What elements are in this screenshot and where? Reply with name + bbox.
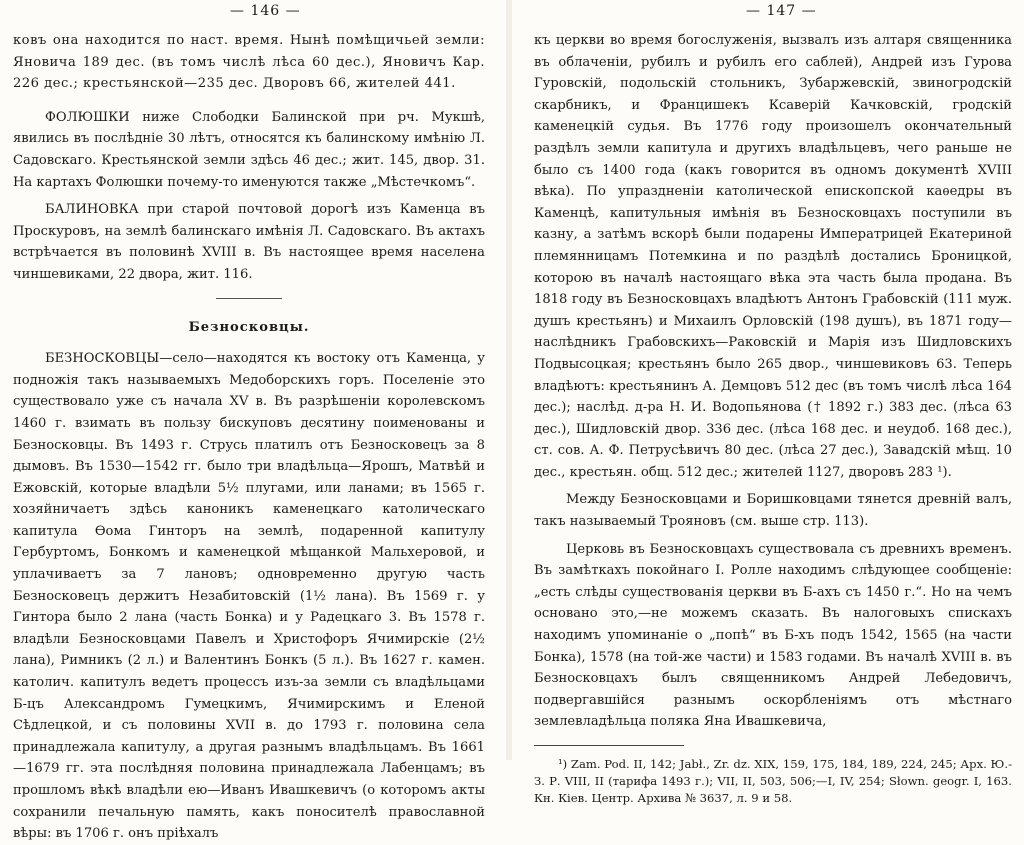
- paragraph: Между Безносковцами и Боришковцами тянется древній валъ, такъ называемый Трояновъ (см. выше стр. 113).: [534, 492, 1012, 530]
- right-page-text: [534, 30, 1012, 807]
- left-page-text: [13, 30, 485, 845]
- paragraph: ковъ она находится по наст. время. Нынѣ помѣщичьей земли: Яновича 189 дес. (въ томъ числѣ лѣса 60 дес.), Яновичъ Кар. 226 дес.; крестьянской—235 дес. Дворовъ 66, жителей 441.: [13, 33, 485, 92]
- paragraph: ФОЛЮШКИ ниже Слободки Балинской при рч. Мукшѣ, явились въ послѣдніе 30 лѣтъ, относятся къ балинскому имѣнію Л. Садовскаго. Крестьянской земли здѣсь 46 дес.; жит. 145, двор. 31. На картахъ Фолюшки почему-то именуются также „Мѣстечкомъ“.: [13, 109, 485, 190]
- paragraph: Церковь въ Безносковцахъ существовала съ древнихъ временъ. Въ замѣткахъ покойнаго І. Ролле находимъ слѣдующее сообщеніе: „есть слѣды существованія церкви въ Б-ахъ съ 1450 г.“. Но на чемъ основано это,—не можемъ сказать. Въ налоговыхъ спискахъ находимъ упоминаніе о „попѣ“ въ Б-хъ подъ 1542, 1565 (на части Бонка), 1578 (на той-же части) и 1583 годами. Въ началѣ XVIII в. въ Безносковцахъ былъ священникомъ Андрей Лебедовичъ, подвергавшійся разнымъ оскорбленіямъ отъ мѣстнаго землевладѣльца поляка Яна Ивашкевича,: [534, 541, 1012, 730]
- page-number: — 146 —: [230, 3, 301, 19]
- paragraph: БАЛИНОВКА при старой почтовой дорогѣ изъ Каменца въ Проскуровъ, на землѣ балинскаго имѣнія Л. Садовскаго. Въ актахъ встрѣчается въ половинѣ XVIII в. Въ настоящее время населена чиншевиками, 22 двора, жит. 116.: [13, 202, 485, 282]
- left-page: [0, 0, 504, 842]
- page-gutter: [506, 0, 512, 760]
- right-page: [514, 0, 1024, 805]
- paragraph: къ церкви во время богослуженія, вызвалъ изъ алтаря священника въ облаченіи, рубилъ и рубилъ его саблей), Андрей изъ Гурова Гуровскій, подольскій стольникъ, Зубаржевскій, звиногродскій скарбникъ, и Францишекъ Ксаверій Качковскій, гродскій каменецкій судья. Въ 1776 году произошелъ окончательный раздѣлъ земли капитула и другихъ владѣльцевъ, чего раньше не было съ 1400 года (какъ говорится въ одномъ документѣ XVIII вѣка). По упраздненіи католической епископской каѳедры въ Каменцѣ, капитульныя имѣнія въ Безносковцахъ поступили въ казну, а затѣмъ вскорѣ были подарены Императрицей Екатериной племянницамъ Потемкина и по раздѣлѣ достались Броницкой, которою въ началѣ настоящаго вѣка эта часть была продана. Въ 1818 году въ Безносковцахъ владѣютъ Антонъ Грабовскій (111 муж. душъ крестьянъ) и Михаилъ Орловскій (198 душъ), въ 1871 году—наслѣдникъ Грабовскихъ—Раковскій и Марія изъ Шидловскихъ Подвысоцкая; крестьянъ было 265 двор., чиншевиковъ 63. Теперь владѣютъ: крестьянинъ А. Демцовъ 512 дес (въ томъ числѣ лѣса 164 дес.); наслѣд. д-ра Н. И. Водопьянова († 1892 г.) 383 дес. (лѣса 63 дес.), Шидловскій двор. 336 дес. (лѣса 168 дес. и неудоб. 168 дес.), ст. сов. А. Ф. Петрусѣвичъ 80 дес. (лѣса 27 дес.), Завадскій мѣщ. 10 дес., крестьян. общ. 512 дес.; жителей 1127, дворовъ 283 ¹).: [534, 33, 1012, 480]
- section-divider: [216, 298, 282, 299]
- page-number: — 147 —: [746, 3, 817, 19]
- section-heading: Безносковцы.: [188, 319, 310, 335]
- footnote: ¹) Zam. Pod. II, 142; Jabł., Zr. dz. XIX, 159, 175, 184, 189, 224, 245; Арх. Ю.-З. Р. VIII, II (тарифа 1493 г.); VII, II, 503, 506;—I, IV, 254; Słown. geogr. I, 163. Кн. Кіев. Центр. Архива № 3637, л. 9 и 58.: [534, 757, 1012, 805]
- footnote-rule: [534, 745, 684, 746]
- paragraph: БЕЗНОСКОВЦЫ—село—находятся къ востоку отъ Каменца, у подножія такъ называемыхъ Медоборскихъ горъ. Поселеніе это существовало уже съ начала XV в. Въ разрѣшеніи королевскомъ 1460 г. взимать въ пользу бискуповъ десятину поименованы и Безносковцы. Въ 1493 г. Струсь платилъ отъ Безносковецъ за 8 дымовъ. Въ 1530—1542 гг. было три владѣльца—Ярошъ, Матвѣй и Ежовскій, которые владѣли 5½ плугами, или ланами; въ 1565 г. хозяйничаетъ здѣсь каноникъ каменецкаго католическаго капитула Ѳома Гинторъ на землѣ, подаренной капитулу Гербуртомъ, Бонкомъ и каменецкой мѣщанкой Мальхеровой, и уплачиваетъ за 7 лановъ; одновременно другую часть Безносковецъ держитъ Незабитовскій (1½ лана). Въ 1569 г. у Гинтора было 2 лана (часть Бонка) и у Радецкаго 3. Въ 1578 г. владѣли Безносковцами Павелъ и Христофоръ Ячимирскіе (2½ лана), Римникъ (2 л.) и Валентинъ Бонкъ (5 л.). Въ 1627 г. камен. католич. капитулъ ведетъ процессъ изъ-за земли съ владѣльцами Б-цъ Александромъ Гумецкимъ, Ячимирскимъ и Еленой Сѣдлецкой, и съ половины XVII в. до 1793 г. половина села принадлежала капитулу, а другая разнымъ владѣльцамъ. Въ 1661—1679 гг. эта послѣдняя половина принадлежала Лабенцамъ; въ прошломъ вѣкѣ владѣли ею—Иванъ Ивашкевичъ (о которомъ акты сохранили печальную память, какъ поносителѣ православной вѣры: въ 1706 г. онъ пріѣхалъ: [13, 351, 485, 842]
